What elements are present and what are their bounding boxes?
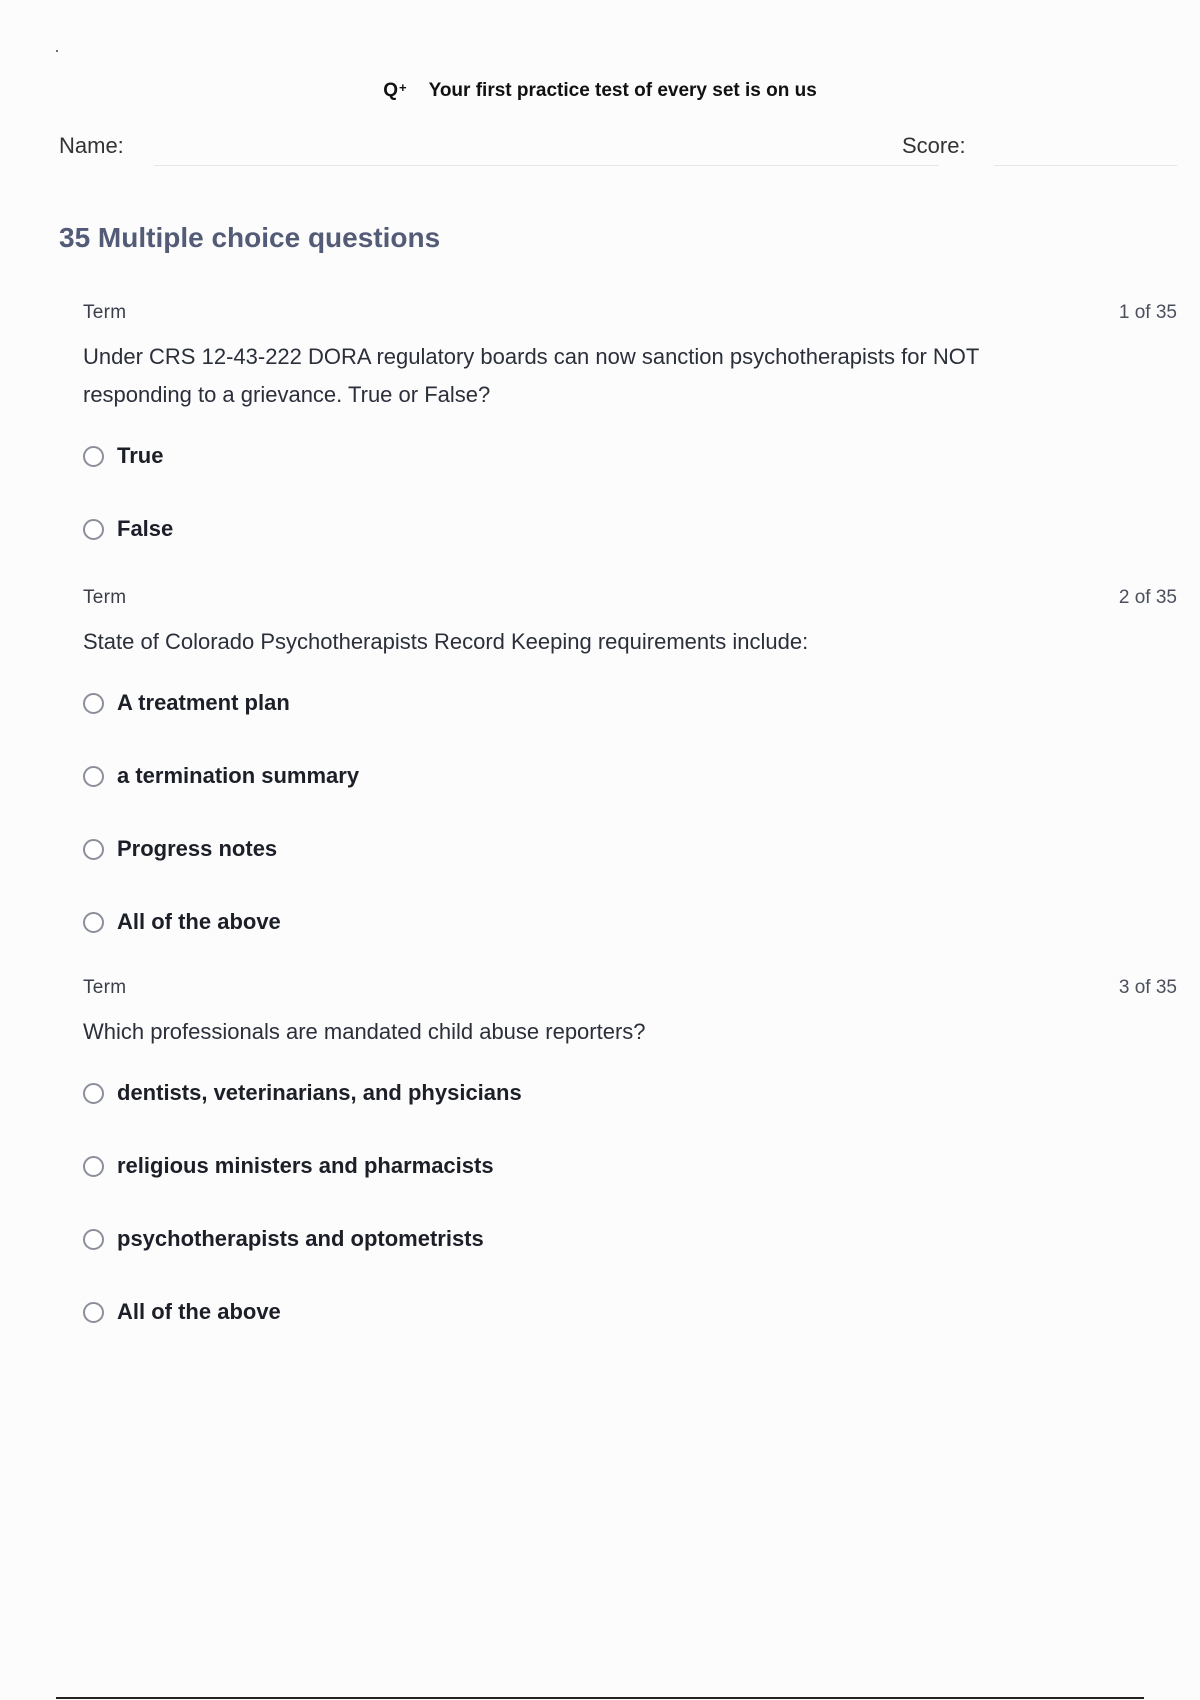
name-label: Name: bbox=[59, 133, 124, 158]
answer-option[interactable] bbox=[83, 1290, 1177, 1334]
name-score-row bbox=[59, 133, 1177, 169]
answer-options bbox=[83, 1071, 1177, 1334]
answer-option[interactable] bbox=[83, 1217, 1177, 1261]
radio-button[interactable] bbox=[83, 519, 104, 540]
promo-text: Your first practice test of every set is on us bbox=[428, 80, 817, 101]
radio-button[interactable] bbox=[83, 1156, 104, 1177]
answer-option[interactable] bbox=[83, 754, 1177, 798]
score-label: Score: bbox=[902, 133, 966, 158]
answer-options bbox=[83, 434, 1177, 551]
answer-option[interactable] bbox=[83, 1144, 1177, 1188]
question-text: State of Colorado Psychotherapists Record Keeping requirements include: bbox=[83, 629, 809, 654]
answer-option[interactable] bbox=[83, 681, 1177, 725]
answer-option[interactable] bbox=[83, 1071, 1177, 1115]
answer-option-label: a termination summary bbox=[117, 763, 360, 788]
question-term-label: Term bbox=[83, 977, 127, 998]
radio-button[interactable] bbox=[83, 446, 104, 467]
answer-option-label: False bbox=[117, 516, 174, 541]
page-dot bbox=[56, 50, 58, 52]
question-counter: 1 of 35 bbox=[1118, 302, 1177, 323]
answer-option-label: A treatment plan bbox=[117, 690, 290, 715]
answer-option-label: All of the above bbox=[117, 909, 281, 934]
answer-option[interactable] bbox=[83, 900, 1177, 944]
question-term-label: Term bbox=[83, 302, 127, 323]
question-term-label: Term bbox=[83, 587, 127, 608]
answer-option-label: religious ministers and pharmacists bbox=[117, 1153, 494, 1178]
radio-button[interactable] bbox=[83, 1083, 104, 1104]
name-field[interactable] bbox=[154, 165, 939, 166]
question-text: Which professionals are mandated child abuse reporters? bbox=[83, 1019, 646, 1044]
score-field[interactable] bbox=[994, 165, 1177, 166]
answer-option-label: All of the above bbox=[117, 1299, 281, 1324]
footer-divider bbox=[56, 1697, 1144, 1699]
radio-button[interactable] bbox=[83, 766, 104, 787]
radio-button[interactable] bbox=[83, 839, 104, 860]
answer-option[interactable] bbox=[83, 827, 1177, 871]
answer-option[interactable] bbox=[83, 434, 1177, 478]
radio-button[interactable] bbox=[83, 693, 104, 714]
answer-option-label: dentists, veterinarians, and physicians bbox=[117, 1080, 522, 1105]
quiz-plus-icon: Q+ bbox=[383, 80, 407, 101]
answer-option-label: Progress notes bbox=[117, 836, 278, 861]
radio-button[interactable] bbox=[83, 1302, 104, 1323]
question-text: Under CRS 12-43-222 DORA regulatory boards can now sanction psychotherapists for NOT responding to a grievance. True or False? bbox=[83, 344, 979, 407]
question-counter: 2 of 35 bbox=[1118, 587, 1177, 608]
question-counter: 3 of 35 bbox=[1118, 977, 1177, 998]
answer-option[interactable] bbox=[83, 507, 1177, 551]
question-3 bbox=[83, 977, 1177, 1363]
radio-button[interactable] bbox=[83, 912, 104, 933]
answer-options bbox=[83, 681, 1177, 944]
question-2 bbox=[83, 587, 1177, 973]
section-heading: 35 Multiple choice questions bbox=[59, 222, 441, 253]
promo-banner bbox=[0, 80, 1200, 102]
radio-button[interactable] bbox=[83, 1229, 104, 1250]
question-1 bbox=[83, 302, 1177, 580]
answer-option-label: psychotherapists and optometrists bbox=[117, 1226, 484, 1251]
answer-option-label: True bbox=[117, 443, 164, 468]
